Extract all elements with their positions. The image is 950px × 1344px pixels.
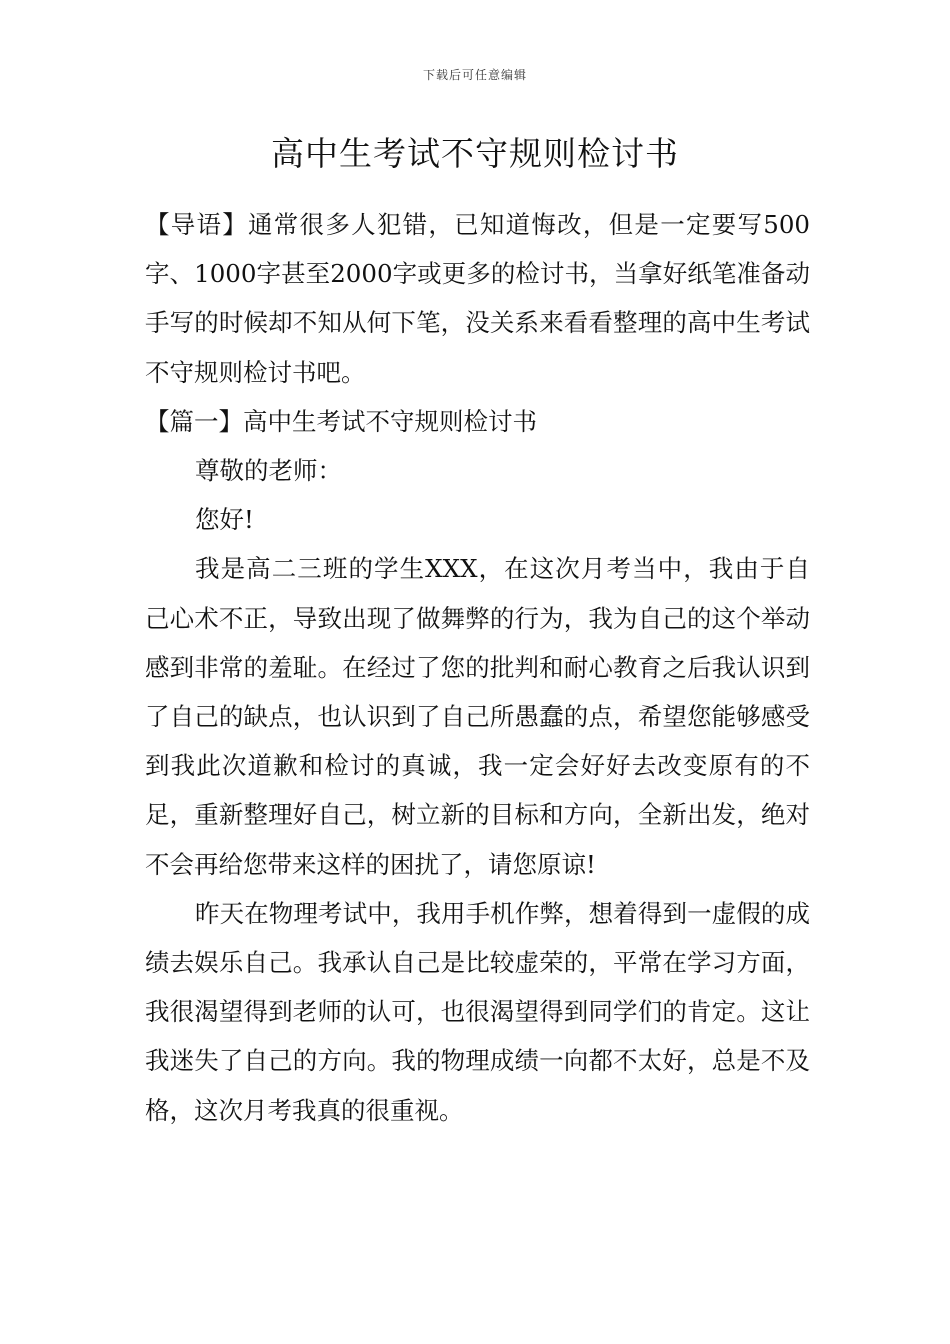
intro-paragraph: 【导语】通常很多人犯错，已知道悔改，但是一定要写500字、1000字甚至2000字或更多的检讨书，当拿好纸笔准备动手写的时候却不知从何下笔，没关系来看看整理的高中生考试不守规则检讨书吧。 — [145, 210, 810, 387]
salutation: 尊敬的老师： — [195, 456, 342, 486]
body-paragraph: 昨天在物理考试中，我用手机作弊，想着得到一虚假的成绩去娱乐自己。我承认自己是比较虚荣的，平常在学习方面，我很渴望得到老师的认可，也很渴望得到同学们的肯定。这让我迷失了自己的方向。我的物理成绩一向都不太好，总是不及格，这次月考我真的很重视。 — [145, 898, 810, 1125]
document-body — [145, 200, 810, 1135]
greeting: 您好! — [195, 505, 254, 535]
body-paragraph: 我是高二三班的学生XXX，在这次月考当中，我由于自己心术不正，导致出现了做舞弊的行为，我为自己的这个举动感到非常的羞耻。在经过了您的批判和耐心教育之后我认识到了自己的缺点，也认识到了自己所愚蠢的点，希望您能够感受到我此次道歉和检讨的真诚，我一定会好好去改变原有的不足，重新整理好自己，树立新的目标和方向，全新出发，绝对不会再给您带来这样的困扰了，请您原谅! — [145, 554, 810, 879]
header-note: 下载后可任意编辑 — [422, 68, 527, 82]
section-heading: 【篇一】高中生考试不守规则检讨书 — [145, 406, 537, 436]
document-title: 高中生考试不守规则检讨书 — [271, 134, 679, 173]
